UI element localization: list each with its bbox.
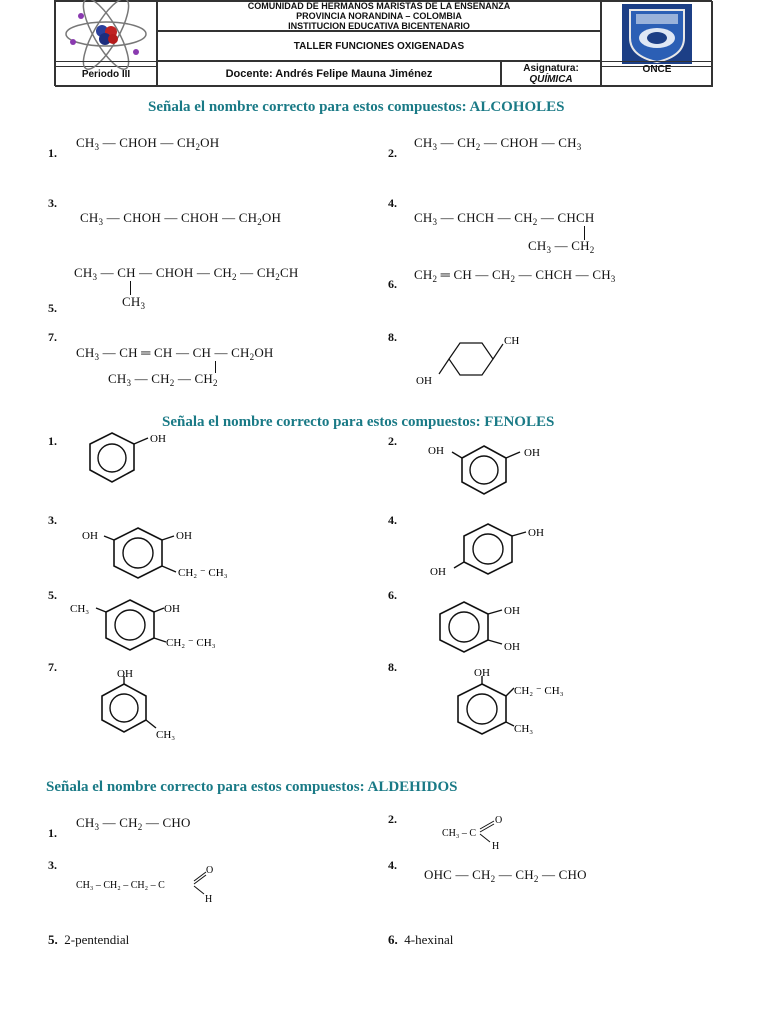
question-number: 7. — [48, 330, 57, 344]
aldehyde-name-6: 4-hexinal — [404, 932, 454, 947]
oh-label: OH — [416, 375, 432, 387]
question-number: 7. — [48, 660, 57, 674]
alcohol-structure-7: $CH_3$ — CH ═ CH — CH — $CH_2OH$ — [76, 345, 274, 362]
question-number: 4. — [388, 513, 397, 527]
question-number: 6. — [388, 588, 397, 602]
atom-icon — [61, 4, 151, 64]
question-number: 6. — [388, 932, 398, 947]
oh-label: OH — [117, 668, 133, 680]
oh-label: OH — [176, 530, 192, 542]
oh-label: OH — [474, 667, 490, 679]
subject-cell — [501, 61, 601, 87]
aldehyde-structure-1: $CH_3$ — $CH_2$ — CHO — [76, 815, 191, 832]
institution-line-3: INSTITUCION EDUCATIVA BICENTENARIO — [288, 21, 470, 31]
methyl-label: CH₃ — [70, 603, 90, 615]
question-number: 3. — [48, 858, 57, 872]
alcohol-structure-2: $CH_3$ — $CH_2$ — CHOH — $CH_3$ — [414, 135, 582, 152]
alcohol-structure-7-branch: $CH_3$ — $CH_2$ — $CH_2$ — [108, 371, 218, 388]
header-table — [54, 0, 712, 86]
institution-line-1: COMUNIDAD DE HERMANOS MARISTAS DE LA ENSEÑANZA — [247, 1, 511, 11]
section-title-fenoles: Señala el nombre correcto para estos compuestos: FENOLES — [162, 414, 555, 430]
question-number: 1. — [48, 146, 57, 160]
oh-label: OH — [82, 530, 98, 542]
phenol-structure-4 — [428, 522, 558, 582]
methyl-label: CH₃ — [156, 729, 176, 741]
question-number: 2. — [388, 812, 397, 826]
oxygen-label: O — [495, 815, 503, 826]
school-shield-icon — [622, 4, 692, 64]
alcohol-structure-1: $CH_3$ — CHOH — $CH_2OH$ — [76, 135, 220, 152]
methyl-label: CH₃ — [514, 723, 534, 735]
question-number: 2. — [388, 434, 397, 448]
subject-label: Asignatura: — [523, 63, 579, 74]
question-number: 5. — [48, 588, 57, 602]
aldehyde-structure-4: OHC — $CH_2$ — $CH_2$ — CHO — [424, 867, 587, 884]
oh-label: OH — [528, 527, 544, 539]
butanal-chain: CH₃ – CH₂ – CH₂ – C — [76, 880, 165, 891]
oh-label: OH — [504, 641, 520, 653]
oh-label: OH — [524, 447, 540, 459]
aldehyde-item-5 — [48, 932, 129, 948]
subject-value: QUÍMICA — [529, 74, 573, 85]
institution-line-2: PROVINCIA NORANDINA – COLOMBIA — [296, 11, 462, 21]
section-title-alcoholes: Señala el nombre correcto para estos compuestos: ALCOHOLES — [148, 99, 565, 115]
grade-cell: ONCE — [601, 61, 713, 87]
phenol-structure-6 — [430, 600, 540, 660]
oxygen-label: O — [206, 865, 214, 876]
ethyl-label: CH₂ ⁻ CH₃ — [178, 567, 228, 579]
workshop-title: TALLER FUNCIONES OXIGENADAS — [157, 31, 601, 61]
institution-block — [157, 1, 601, 31]
cyclohexanol-structure — [412, 330, 532, 390]
alcohol-structure-4: $CH_3$ — CHCH — $CH_2$ — CHCH — [414, 210, 595, 227]
alcohol-structure-6: $CH_2$ ═ CH — $CH_2$ — CHCH — $CH_3$ — [414, 267, 616, 284]
question-number: 1. — [48, 434, 57, 448]
phenol-structure-8 — [446, 666, 596, 742]
alcohol-structure-5: $CH_3$ — CH — CHOH — $CH_2$ — $CH_2CH$ — [74, 265, 299, 282]
question-number: 4. — [388, 196, 397, 210]
oh-label: CH — [504, 335, 520, 347]
section-title-aldehidos: Señala el nombre correcto para estos compuestos: ALDEHIDOS — [46, 779, 458, 795]
hydrogen-label: H — [492, 841, 500, 852]
alcohol-structure-3: $CH_3$ — CHOH — CHOH — $CH_2OH$ — [80, 210, 282, 227]
question-number: 3. — [48, 196, 57, 210]
ethyl-label: CH₂ ⁻ CH₃ — [514, 685, 564, 697]
question-number: 5. — [48, 301, 57, 315]
phenol-structure-3 — [82, 526, 252, 586]
hydrogen-label: H — [205, 894, 213, 905]
question-number: 2. — [388, 146, 397, 160]
period-cell: Periodo III — [55, 61, 157, 87]
aldehyde-name-5: 2-pentendial — [64, 932, 130, 947]
oh-label: OH — [428, 445, 444, 457]
question-number: 6. — [388, 277, 397, 291]
phenol-structure-1 — [80, 430, 190, 490]
aldehyde-item-6 — [388, 932, 453, 948]
phenol-structure-5 — [70, 598, 240, 658]
oh-label: OH — [150, 433, 166, 445]
question-number: 4. — [388, 858, 397, 872]
oh-label: OH — [430, 566, 446, 578]
question-number: 8. — [388, 660, 397, 674]
school-logo-cell — [601, 1, 713, 67]
oh-label: OH — [164, 603, 180, 615]
question-number: 1. — [48, 826, 57, 840]
phenol-structure-2 — [426, 440, 556, 500]
bond-line — [130, 281, 131, 295]
question-number: 5. — [48, 932, 58, 947]
oh-label: OH — [504, 605, 520, 617]
aldehyde-structure-3 — [76, 862, 236, 908]
question-number: 3. — [48, 513, 57, 527]
aldehyde-structure-2 — [440, 814, 530, 854]
atom-logo-cell — [55, 1, 157, 67]
alcohol-structure-5-branch: $CH_3$ — [122, 294, 146, 311]
phenol-structure-7 — [90, 670, 200, 740]
ethanal-chain: CH₃ – C — [442, 828, 477, 839]
alcohol-structure-4-branch: $CH_3$ — $CH_2$ — [528, 238, 595, 255]
teacher-cell: Docente: Andrés Felipe Mauna Jiménez — [157, 61, 501, 87]
question-number: 8. — [388, 330, 397, 344]
ethyl-label: CH₂ ⁻ CH₃ — [166, 637, 216, 649]
